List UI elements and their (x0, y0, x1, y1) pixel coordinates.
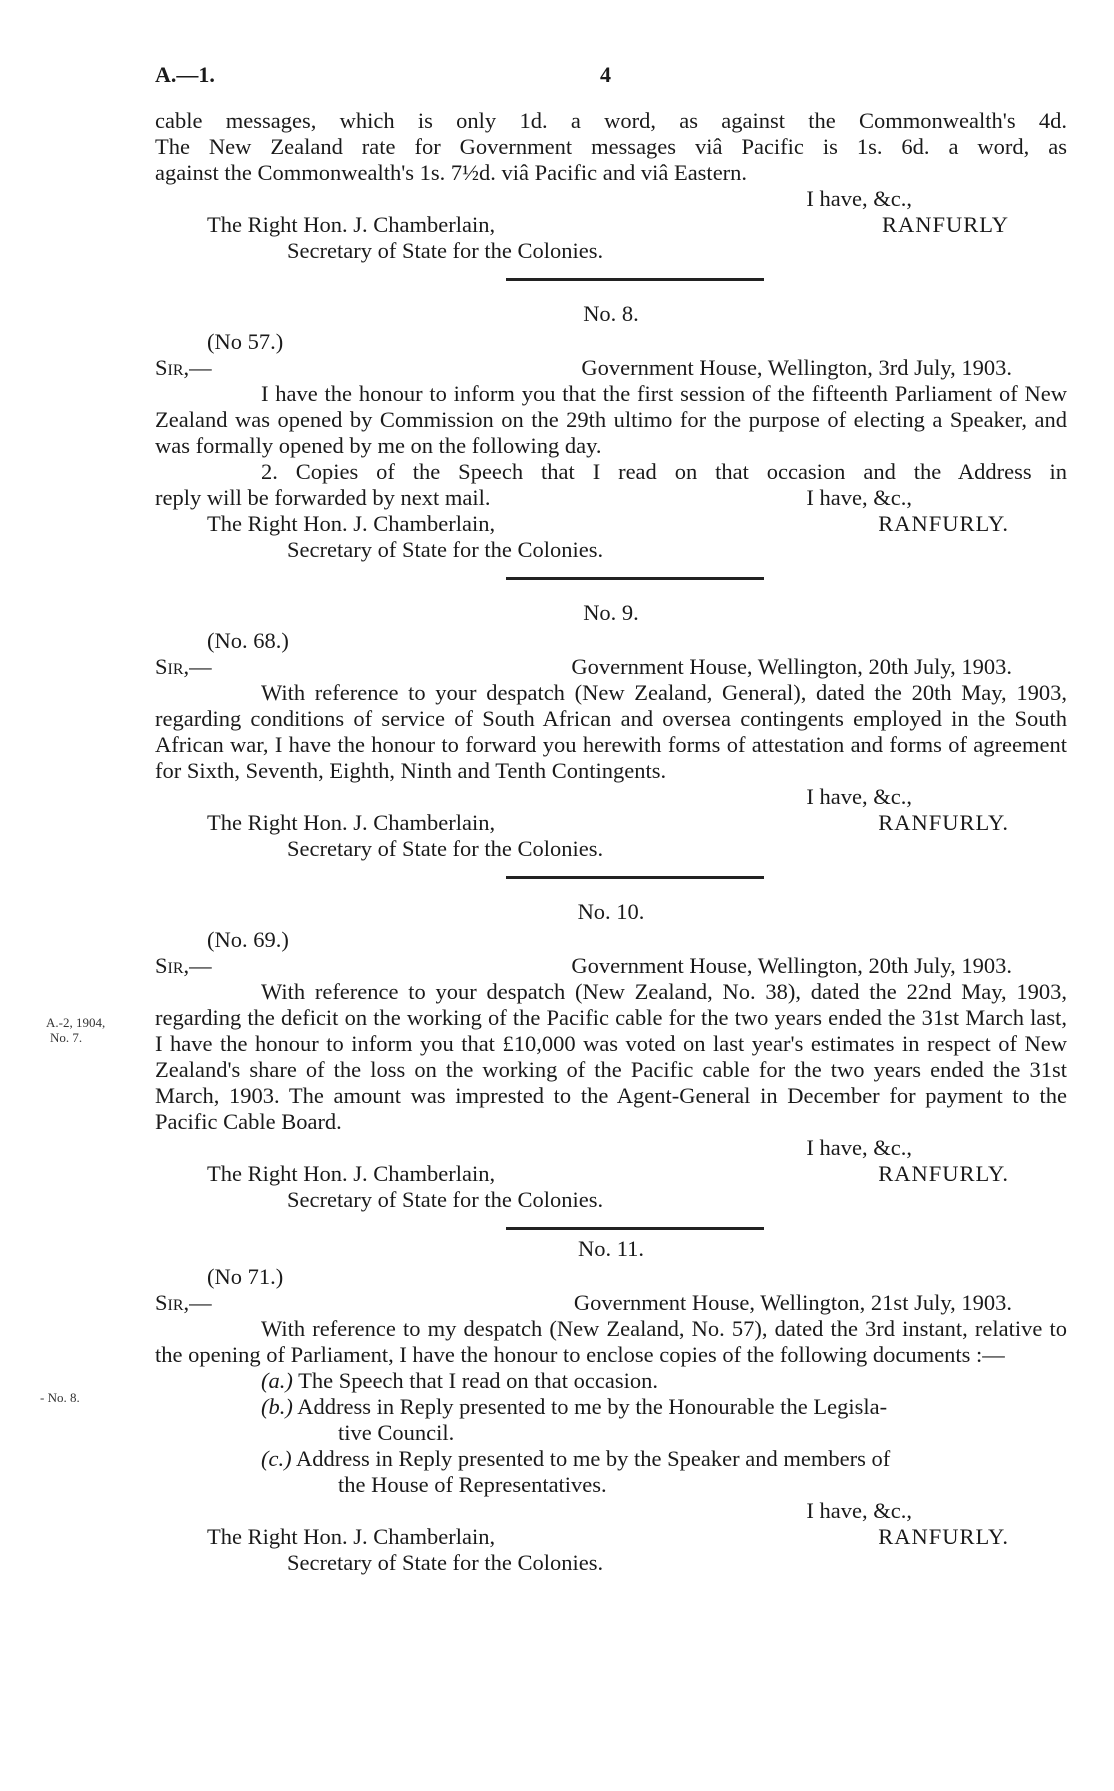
addressee: The Right Hon. J. Chamberlain, (207, 511, 496, 536)
addressee: The Right Hon. J. Chamberlain, (207, 1524, 496, 1549)
despatch-reference: (No 71.) (207, 1264, 284, 1289)
intro-line-1: cable messages, which is only 1d. a word, as against the Commonwealth's 4d. (155, 108, 1067, 133)
closing: I have, &c., (806, 1498, 912, 1523)
enclosure-item-b (261, 1394, 1067, 1420)
section-divider (506, 577, 764, 580)
letter-no-11 (155, 1236, 1067, 1576)
signature: RANFURLY. (878, 1524, 1009, 1549)
salutation: Sir,— (155, 953, 212, 978)
despatch-reference: (No 57.) (207, 329, 284, 354)
letter-continuation (155, 108, 1067, 281)
section-divider (506, 876, 764, 879)
closing: I have, &c., (806, 186, 912, 211)
item-text: Address in Reply presented to me by the Honourable the Legisla- (292, 1394, 888, 1419)
letter-number: No. 11. (577, 1236, 645, 1261)
margin-note-no8: - No. 8. (40, 1390, 80, 1405)
item-text: The Speech that I read on that occasion. (292, 1368, 658, 1393)
addressee-title: Secretary of State for the Colonies. (287, 836, 604, 861)
section-divider (506, 1227, 764, 1230)
item-text: Address in Reply presented to me by the Speaker and members of (291, 1446, 891, 1471)
sender-address: Government House, Wellington, 20th July, 1903. (571, 953, 1012, 978)
addressee-title: Secretary of State for the Colonies. (287, 537, 604, 562)
item-continuation: the House of Representatives. (338, 1472, 607, 1497)
salutation: Sir,— (155, 1290, 212, 1315)
sender-address: Government House, Wellington, 20th July, 1903. (571, 654, 1012, 679)
item-continuation: tive Council. (338, 1420, 455, 1445)
signature: RANFURLY (881, 212, 1009, 237)
addressee: The Right Hon. J. Chamberlain, (207, 810, 496, 835)
letter-paragraph-end: reply will be forwarded by next mail. (155, 485, 491, 510)
addressee-title: Secretary of State for the Colonies. (287, 1550, 604, 1575)
letter-paragraph: I have the honour to inform you that the first session of the fifteenth Parliament of New Zealand was opened by Commission on the 29th ultimo for the purpose of electing a Speaker, and was formally opened by me on the following day. (155, 381, 1067, 458)
letter-paragraph: With reference to my despatch (New Zealand, No. 57), dated the 3rd instant, relative to the opening of Parliament, I have the honour to enclose copies of the following documents :— (155, 1316, 1067, 1367)
addressee-title: Secretary of State for the Colonies. (287, 1187, 604, 1212)
item-label: (a.) (261, 1368, 293, 1393)
margin-note-a2: A.-2, 1904, No. 7. (46, 1015, 106, 1045)
signature: RANFURLY. (878, 810, 1009, 835)
document-body (155, 108, 1067, 1576)
section-divider (506, 278, 764, 281)
addressee-title: Secretary of State for the Colonies. (287, 238, 604, 263)
despatch-reference: (No. 69.) (207, 927, 289, 952)
sender-address: Government House, Wellington, 3rd July, 1903. (581, 355, 1012, 380)
addressee: The Right Hon. J. Chamberlain, (207, 1161, 496, 1186)
signature: RANFURLY. (878, 1161, 1009, 1186)
page-header (155, 62, 1067, 92)
letter-no-9 (155, 600, 1067, 879)
sender-address: Government House, Wellington, 21st July, 1903. (573, 1290, 1012, 1315)
page-number: 4 (600, 62, 611, 87)
document-reference: A.—1. (155, 62, 215, 87)
letter-paragraph: With reference to your despatch (New Zealand, General), dated the 20th May, 1903, regarding conditions of service of South African and oversea contingents employed in the South African war, I have the honour to forward you herewith forms of attestation and forms of agreement for Sixth, Seventh, Eighth, Ninth and Tenth Contingents. (155, 680, 1067, 783)
letter-paragraph: With reference to your despatch (New Zealand, No. 38), dated the 22nd May, 1903, regarding the deficit on the working of the Pacific cable for the two years ended the 31st March last, I have the honour to inform you that £10,000 was voted on last year's estimates in respect of New Zealand's share of the loss on the working of the Pacific cable for the two years ended the 31st March, 1903. The amount was imprested to the Agent-General in December for payment to the Pacific Cable Board. (155, 979, 1067, 1134)
signature: RANFURLY. (878, 511, 1009, 536)
closing: I have, &c., (806, 784, 912, 809)
closing: I have, &c., (806, 485, 912, 510)
letter-number: No. 8. (583, 301, 639, 326)
intro-line-2: The New Zealand rate for Government messages viâ Pacific is 1s. 6d. a word, as (155, 134, 1067, 159)
letter-number: No. 10. (577, 899, 645, 924)
intro-line-3: against the Commonwealth's 1s. 7½d. viâ Pacific and viâ Eastern. (155, 160, 748, 185)
addressee: The Right Hon. J. Chamberlain, (207, 212, 496, 237)
salutation: Sir,— (155, 355, 212, 380)
letter-paragraph: 2. Copies of the Speech that I read on that occasion and the Address in (261, 459, 1067, 484)
despatch-reference: (No. 68.) (207, 628, 289, 653)
letter-number: No. 9. (583, 600, 639, 625)
enclosure-item-c (261, 1446, 1067, 1472)
enclosure-item-a (261, 1368, 1067, 1394)
closing: I have, &c., (806, 1135, 912, 1160)
item-label: (c.) (261, 1446, 292, 1471)
salutation: Sir,— (155, 654, 212, 679)
letter-no-8 (155, 301, 1067, 580)
letter-no-10 (155, 899, 1067, 1230)
item-label: (b.) (261, 1394, 293, 1419)
